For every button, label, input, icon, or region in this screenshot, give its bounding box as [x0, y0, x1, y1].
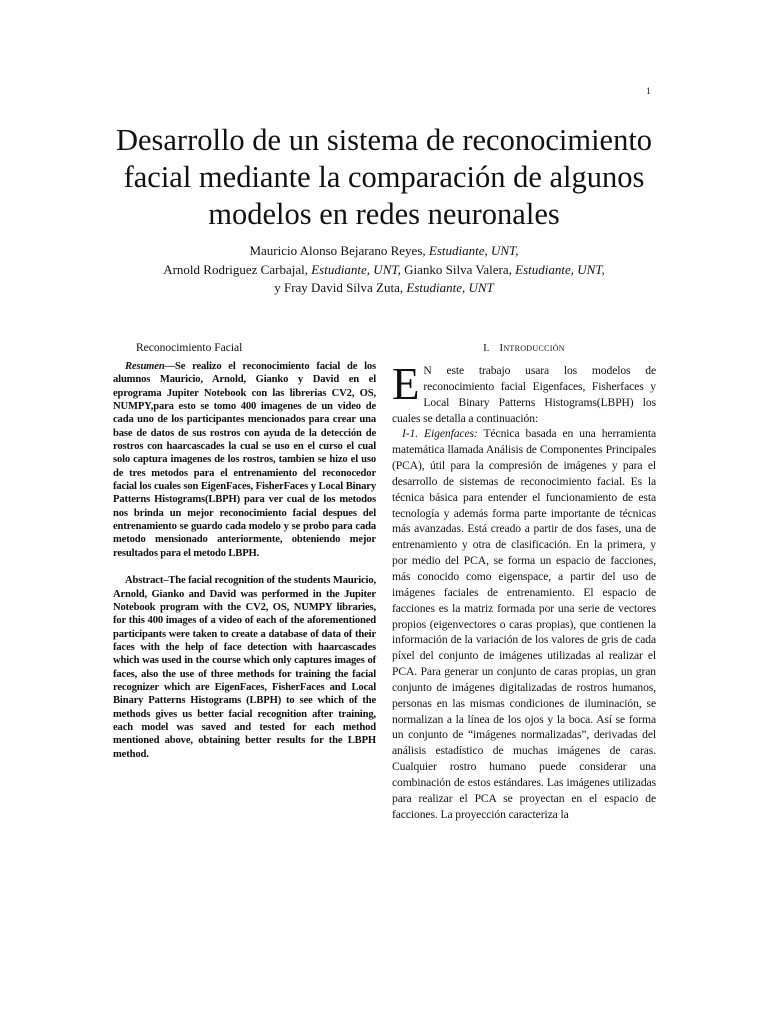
- paper-title: [70, 122, 698, 233]
- title-line: Desarrollo de un sistema de reconocimiento: [115, 123, 653, 157]
- keywords-heading: Reconocimiento Facial: [136, 342, 243, 354]
- section-number: I.: [483, 342, 490, 354]
- title-line: facial mediante la comparación de algunos: [123, 160, 645, 194]
- right-column: [392, 342, 656, 822]
- intro-paragraph: [392, 359, 656, 426]
- resumen-text: —Se realizo el reconocimiento facial de los alumnos Mauricio, Arnold, Gianko y David en el eprograma Jupiter Notebook con las librerias CV2, OS, NUMPY,para esto se tomo 400 imagenes de un video de cada uno de los participantes mencionados para crear una base de datos de sus rostros con ayuda de la detección de rostros con haarcascades la cual se uso en el curso el cual solo captura imagenes de los rostros, tambien se hizo el uso de tres metodos para el entrenamiento del reconocedor facial los cuales son EigenFaces, FisherFaces y Local Binary Patterns Histograms(LBPH) para ver cual de los metodos nos brinda un mejor reconocimiento facial despues del entrenamiento se guardo cada modelo y se probo para cada metodo mensionado anteriormente, obteniendo mejor resultados para el metodo LBPH.: [113, 361, 376, 559]
- eigenfaces-paragraph: [392, 426, 656, 822]
- abstract-paragraph: Abstract–The facial recognition of the students Mauricio, Arnold, Gianko and David was performed in the Jupiter Notebook program with the CV2, OS, NUMPY libraries, for this 400 images of a video of each of the aforementioned participants were taken to create a database of data of their faces with the help of face detection with haarcascades which was used in the course which only captures images of faces, also the use of three methods for training the facial recognizer which are EigenFaces, FisherFaces and Local Binary Patterns Histograms (LBPH) to see which of the methods gives us better facial recognition after training, each model was saved and tested for each method mentioned above, obtaining better results for the LBPH method.: [113, 575, 376, 760]
- author-name: Mauricio Alonso Bejarano Reyes,: [249, 243, 426, 258]
- eigenfaces-text: Técnica basada en una herramienta matemática llamada Análisis de Componentes Principales (PCA), útil para la compresión de imágenes y para el desarrollo de sistemas de reconocimiento facial. Es la técnica básica para entender el funcionamiento de esta tecnología y además forma parte importante de técnicas más avanzadas. Está creado a partir de dos fases, una de entrenamiento y otra de clasificación. En la primera, y por medio del PCA, se forma un espacio de facciones, más conocido como eigenspace, a partir del uso de imágenes faciales de entrenamiento. El espacio de facciones es la matriz formada por una serie de vectores propios (eigenvectores o caras propias), que contienen la información de la variación de los valores de gris de cada píxel del conjunto de imágenes utilizadas al realizar el PCA. Para generar un conjunto de caras propias, un gran conjunto de imágenes digitalizadas de rostros humanos, personas en las mismas condiciones de iluminación, se normalizan a la línea de los ojos y la boca. Así se forma un conjunto de “imágenes normalizadas”, derivadas del análisis estadístico de muchas imágenes de caras. Cualquier rostro humano puede considerar una combinación de estos estándares. Las imágenes utilizadas para realizar el PCA se proyectan en el espacio de facciones. La proyección caracteriza la: [392, 427, 656, 821]
- section-title: Introducción: [499, 342, 565, 354]
- dropcap-letter: E: [392, 359, 420, 409]
- resumen-paragraph: [113, 360, 376, 560]
- page-number: 1: [646, 86, 651, 96]
- author-affiliation: Estudiante, UNT: [406, 280, 494, 295]
- intro-text: N este trabajo usara los modelos de reconocimiento facial Eigenfaces, Fisherfaces y Local Binary Patterns Histograms(LBPH) los cuales se detalla a continuación:: [392, 364, 656, 425]
- author-affiliation: Estudiante, UNT,: [428, 243, 519, 258]
- left-column: [113, 342, 376, 761]
- author-affiliation: Estudiante, UNT,: [311, 261, 401, 277]
- section-heading: [392, 342, 656, 356]
- subsection-label: I-1. Eigenfaces:: [402, 427, 478, 441]
- resumen-label: Resumen: [125, 361, 165, 372]
- author-line: [70, 242, 698, 261]
- author-name: Gianko Silva Valera,: [404, 261, 512, 277]
- author-line: [70, 261, 698, 280]
- author-line: [70, 279, 698, 298]
- author-name: y Fray David Silva Zuta,: [274, 280, 404, 295]
- author-list: [70, 242, 698, 298]
- author-affiliation: Estudiante, UNT,: [515, 261, 605, 277]
- author-name: Arnold Rodriguez Carbajal,: [163, 261, 308, 277]
- title-line: modelos en redes neuronales: [208, 197, 560, 231]
